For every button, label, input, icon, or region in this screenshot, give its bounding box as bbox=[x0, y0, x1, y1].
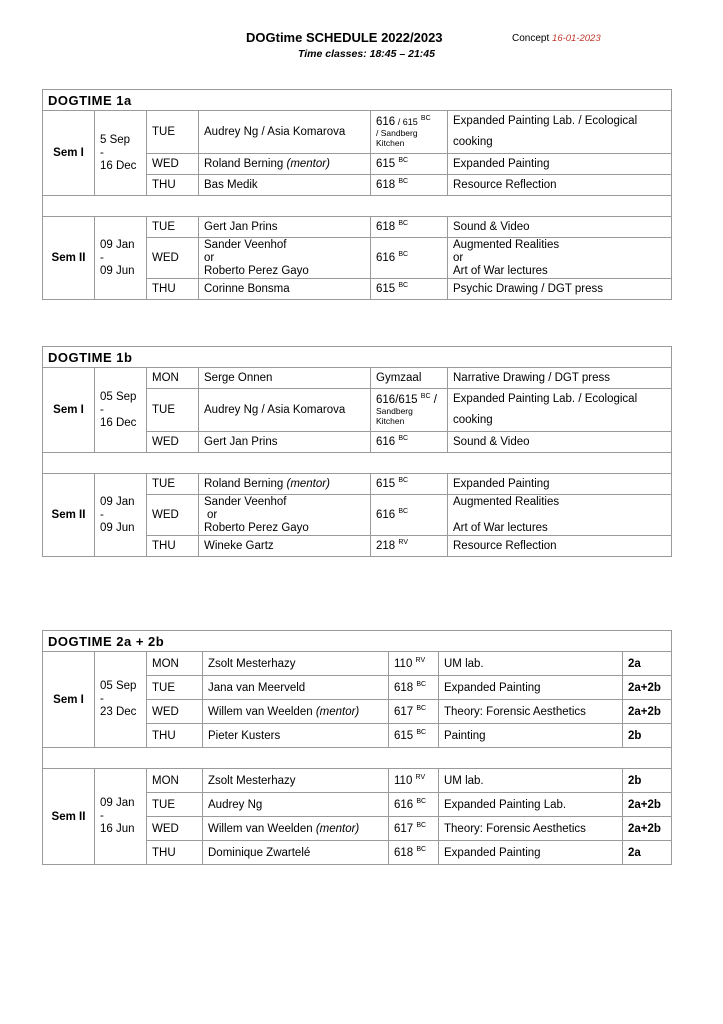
semester-label: Sem II bbox=[43, 217, 95, 300]
table-row bbox=[43, 111, 672, 154]
course-cell: Psychic Drawing / DGT press bbox=[448, 279, 672, 300]
group-cell: 2a+2b bbox=[623, 676, 672, 700]
room-cell: 110 $^{RV}$ bbox=[389, 652, 439, 676]
concept-label: Concept bbox=[512, 33, 550, 44]
table-row bbox=[43, 368, 672, 389]
semester-dates: 05 Sep - 23 Dec bbox=[95, 652, 147, 748]
teacher-cell: Wineke Gartz bbox=[199, 536, 371, 557]
room-cell: 218 $^{RV}$ bbox=[371, 536, 448, 557]
teacher-cell: Zsolt Mesterhazy bbox=[203, 769, 389, 793]
teacher-cell: Roland Berning (mentor) bbox=[199, 474, 371, 495]
teacher-cell: Audrey Ng bbox=[203, 793, 389, 817]
room-cell: 616 $^{BC}$ bbox=[389, 793, 439, 817]
course-cell: Expanded Painting Lab. / Ecological cooking bbox=[448, 111, 672, 154]
group-cell: 2a+2b bbox=[623, 700, 672, 724]
day-cell: WED bbox=[147, 432, 199, 453]
teacher-cell: Dominique Zwartelé bbox=[203, 841, 389, 865]
teacher-cell: Roland Berning (mentor) bbox=[199, 154, 371, 175]
course-cell: Expanded Painting bbox=[448, 154, 672, 175]
table-row bbox=[43, 474, 672, 495]
semester-label: Sem I bbox=[43, 652, 95, 748]
semester-dates: 05 Sep - 16 Dec bbox=[95, 368, 147, 453]
course-cell: Sound & Video bbox=[448, 217, 672, 238]
spacer-row bbox=[43, 748, 672, 769]
teacher-cell: Zsolt Mesterhazy bbox=[203, 652, 389, 676]
semester-label: Sem I bbox=[43, 368, 95, 453]
semester-dates: 09 Jan - 09 Jun bbox=[95, 474, 147, 557]
group-cell: 2a bbox=[623, 652, 672, 676]
day-cell: WED bbox=[147, 238, 199, 279]
document-title: DOGtime SCHEDULE 2022/2023 bbox=[246, 30, 443, 45]
table-heading: DOGTIME 1b bbox=[43, 347, 672, 368]
group-cell: 2b bbox=[623, 769, 672, 793]
teacher-cell: Willem van Weelden (mentor) bbox=[203, 700, 389, 724]
room-cell: 618 $^{BC}$ bbox=[371, 175, 448, 196]
semester-dates: 09 Jan - 09 Jun bbox=[95, 217, 147, 300]
teacher-cell: Pieter Kusters bbox=[203, 724, 389, 748]
teacher-cell: Gert Jan Prins bbox=[199, 217, 371, 238]
day-cell: MON bbox=[147, 769, 203, 793]
teacher-cell: Gert Jan Prins bbox=[199, 432, 371, 453]
concept-date: 16-01-2023 bbox=[552, 33, 601, 44]
course-cell: Expanded Painting bbox=[448, 474, 672, 495]
day-cell: WED bbox=[147, 495, 199, 536]
course-cell: Expanded Painting Lab. / Ecological cooking bbox=[448, 389, 672, 432]
course-cell: Expanded Painting bbox=[439, 676, 623, 700]
group-cell: 2a bbox=[623, 841, 672, 865]
teacher-cell: Audrey Ng / Asia Komarova bbox=[199, 389, 371, 432]
day-cell: TUE bbox=[147, 389, 199, 432]
room-cell: 616 / 615 $^{BC}$ / Sandberg Kitchen bbox=[371, 111, 448, 154]
teacher-cell: Audrey Ng / Asia Komarova bbox=[199, 111, 371, 154]
day-cell: MON bbox=[147, 652, 203, 676]
room-cell: 617 $^{BC}$ bbox=[389, 700, 439, 724]
room-cell: 616 $^{BC}$ bbox=[371, 238, 448, 279]
day-cell: THU bbox=[147, 724, 203, 748]
course-cell: Theory: Forensic Aesthetics bbox=[439, 817, 623, 841]
document-subtitle: Time classes: 18:45 – 21:45 bbox=[298, 48, 435, 60]
day-cell: TUE bbox=[147, 474, 199, 495]
course-cell: Sound & Video bbox=[448, 432, 672, 453]
group-cell: 2b bbox=[623, 724, 672, 748]
day-cell: THU bbox=[147, 279, 199, 300]
room-cell: 615 $^{BC}$ bbox=[371, 474, 448, 495]
concept-note bbox=[512, 33, 601, 44]
room-cell: 616/615 $^{BC}$ / Sandberg Kitchen bbox=[371, 389, 448, 432]
day-cell: TUE bbox=[147, 793, 203, 817]
spacer-row bbox=[43, 453, 672, 474]
teacher-cell: Serge Onnen bbox=[199, 368, 371, 389]
room-cell: 110 $^{RV}$ bbox=[389, 769, 439, 793]
schedule-table-1b bbox=[42, 346, 672, 557]
group-cell: 2a+2b bbox=[623, 817, 672, 841]
room-cell: 615 $^{BC}$ bbox=[371, 154, 448, 175]
course-cell: Expanded Painting bbox=[439, 841, 623, 865]
semester-label: Sem I bbox=[43, 111, 95, 196]
schedule-table-2 bbox=[42, 630, 672, 865]
course-cell: Theory: Forensic Aesthetics bbox=[439, 700, 623, 724]
course-cell: Resource Reflection bbox=[448, 175, 672, 196]
room-cell: 618 $^{BC}$ bbox=[389, 841, 439, 865]
teacher-cell: Sander Veenhof or Roberto Perez Gayo bbox=[199, 238, 371, 279]
course-cell: UM lab. bbox=[439, 769, 623, 793]
room-cell: 618 $^{BC}$ bbox=[371, 217, 448, 238]
schedule-table-1a bbox=[42, 89, 672, 300]
room-cell: 616 $^{BC}$ bbox=[371, 432, 448, 453]
course-cell: Augmented Realities Art of War lectures bbox=[448, 495, 672, 536]
room-cell: Gymzaal bbox=[371, 368, 448, 389]
course-cell: UM lab. bbox=[439, 652, 623, 676]
day-cell: WED bbox=[147, 700, 203, 724]
day-cell: MON bbox=[147, 368, 199, 389]
day-cell: THU bbox=[147, 536, 199, 557]
room-cell: 616 $^{BC}$ bbox=[371, 495, 448, 536]
course-cell: Narrative Drawing / DGT press bbox=[448, 368, 672, 389]
table-heading: DOGTIME 2a + 2b bbox=[43, 631, 672, 652]
day-cell: WED bbox=[147, 154, 199, 175]
table-row bbox=[43, 217, 672, 238]
course-cell: Resource Reflection bbox=[448, 536, 672, 557]
semester-label: Sem II bbox=[43, 769, 95, 865]
course-cell: Augmented Realities or Art of War lectures bbox=[448, 238, 672, 279]
teacher-cell: Jana van Meerveld bbox=[203, 676, 389, 700]
semester-label: Sem II bbox=[43, 474, 95, 557]
group-cell: 2a+2b bbox=[623, 793, 672, 817]
day-cell: TUE bbox=[147, 676, 203, 700]
room-cell: 615 $^{BC}$ bbox=[371, 279, 448, 300]
day-cell: TUE bbox=[147, 111, 199, 154]
teacher-cell: Sander Veenhof or Roberto Perez Gayo bbox=[199, 495, 371, 536]
room-cell: 617 $^{BC}$ bbox=[389, 817, 439, 841]
day-cell: THU bbox=[147, 175, 199, 196]
table-row bbox=[43, 652, 672, 676]
teacher-cell: Corinne Bonsma bbox=[199, 279, 371, 300]
table-heading: DOGTIME 1a bbox=[43, 90, 672, 111]
semester-dates: 5 Sep - 16 Dec bbox=[95, 111, 147, 196]
room-cell: 615 $^{BC}$ bbox=[389, 724, 439, 748]
table-row bbox=[43, 769, 672, 793]
course-cell: Painting bbox=[439, 724, 623, 748]
teacher-cell: Bas Medik bbox=[199, 175, 371, 196]
day-cell: WED bbox=[147, 817, 203, 841]
course-cell: Expanded Painting Lab. bbox=[439, 793, 623, 817]
teacher-cell: Willem van Weelden (mentor) bbox=[203, 817, 389, 841]
semester-dates: 09 Jan - 16 Jun bbox=[95, 769, 147, 865]
room-cell: 618 $^{BC}$ bbox=[389, 676, 439, 700]
day-cell: TUE bbox=[147, 217, 199, 238]
spacer-row bbox=[43, 196, 672, 217]
day-cell: THU bbox=[147, 841, 203, 865]
